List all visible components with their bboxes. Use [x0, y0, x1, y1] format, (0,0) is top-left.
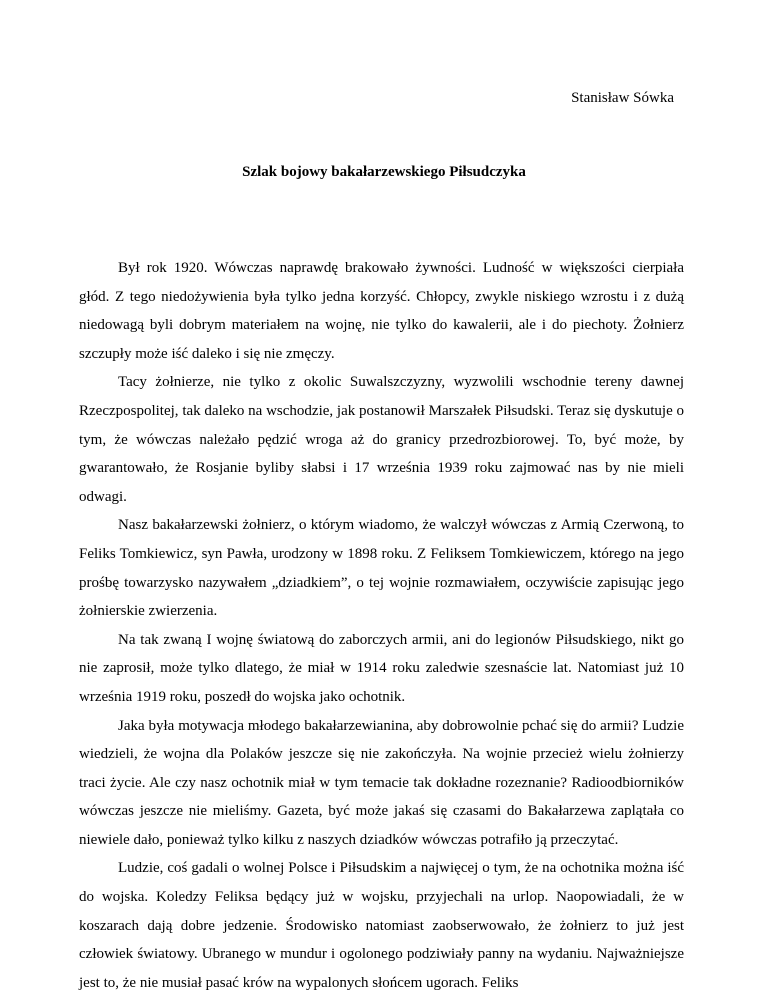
paragraph: Nasz bakałarzewski żołnierz, o którym wiadomo, że walczył wówczas z Armią Czerwoną, to Feliks Tomkiewicz, syn Pawła, urodzony w 1898 roku. Z Feliksem Tomkiewiczem, którego na jego prośbę towarzysko nazywałem „dziadkiem”, o tej wojnie rozmawiałem, oczywiście zapisując jego żołnierskie zwierzenia. — [79, 517, 684, 620]
paragraph: Tacy żołnierze, nie tylko z okolic Suwalszczyzny, wyzwolili wschodnie tereny dawnej Rzeczpospolitej, tak daleko na wschodzie, jak postanowił Marszałek Piłsudski. Teraz się dyskutuje o tym, że wówczas należało pędzić wroga aż do granicy przedrozbiorowej. To, być może, by gwarantowało, że Rosjanie byliby słabsi i 17 września 1939 roku zajmować nas by nie mieli odwagi. — [79, 374, 684, 505]
paragraph: Ludzie, coś gadali o wolnej Polsce i Piłsudskim a najwięcej o tym, że na ochotnika można iść do wojska. Koledzy Feliksa będący już w wojsku, przyjechali na urlop. Naopowiadali, że w koszarach dają dobre jedzenie. Środowisko natomiast zaobserwowało, że żołnierz to już jest człowiek światowy. Ubranego w mundur i ogolonego podziwiały panny na wydaniu. Najważniejsze jest to, że nie musiał pasać krów na wypalonych słońcem ugorach. Feliks — [79, 860, 684, 991]
document-body — [79, 254, 684, 997]
document-title: Szlak bojowy bakałarzewskiego Piłsudczyka — [242, 164, 526, 180]
author-name: Stanisław Sówka — [571, 90, 674, 106]
paragraph: Jaka była motywacja młodego bakałarzewianina, aby dobrowolnie pchać się do armii? Ludzie wiedzieli, że wojna dla Polaków jeszcze się nie zakończyła. Na wojnie przecież wielu żołnierzy traci życie. Ale czy nasz ochotnik miał w tym temacie tak dokładne rozeznanie? Radioodbiorników wówczas jeszcze nie mieliśmy. Gazeta, być może jakaś się czasami do Bakałarzewa zaplątała co niewiele dało, ponieważ tylko kilku z naszych dziadków wówczas potrafiło ją przeczytać. — [79, 717, 684, 848]
paragraph: Na tak zwaną I wojnę światową do zaborczych armii, ani do legionów Piłsudskiego, nikt go nie zaprosił, może tylko dlatego, że miał w 1914 roku zaledwie szesnaście lat. Natomiast już 10 września 1919 roku, poszedł do wojska jako ochotnik. — [79, 631, 684, 705]
paragraph: Był rok 1920. Wówczas naprawdę brakowało żywności. Ludność w większości cierpiała głód. Z tego niedożywienia była tylko jedna korzyść. Chłopcy, zwykle niskiego wzrostu i z dużą niedowagą byli dobrym materiałem na wojnę, nie tylko do kawalerii, ale i do piechoty. Żołnierz szczupły może iść daleko i się nie zmęczy. — [79, 260, 684, 362]
